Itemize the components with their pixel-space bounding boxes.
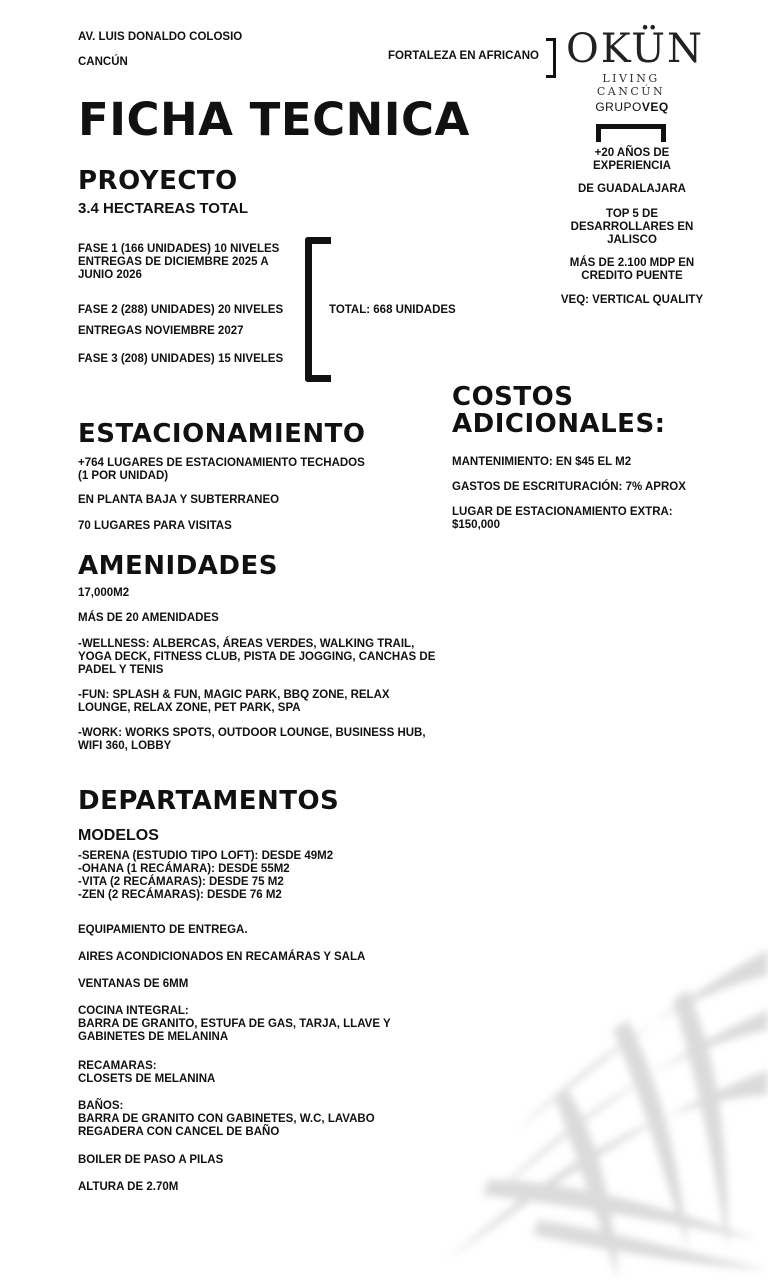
total-units: TOTAL: 668 UNIDADES <box>329 304 456 316</box>
boiler: BOILER DE PASO A PILAS <box>78 1154 224 1166</box>
address-line-1: AV. LUIS DONALDO COLOSIO <box>78 31 243 43</box>
recamaras-desc: CLOSETS DE MELANINA <box>78 1073 216 1085</box>
fact-2: DE GUADALAJARA <box>578 183 686 195</box>
logo-sub: LIVING CANCÚN <box>596 72 666 98</box>
modelos-list <box>78 850 333 902</box>
modelo-vita: -VITA (2 RECÁMARAS): DESDE 75 M2 <box>78 876 284 888</box>
estacionamiento-lugares: +764 LUGARES DE ESTACIONAMIENTO TECHADOS (1 POR UNIDAD) <box>78 457 365 482</box>
brand-label <box>572 100 692 114</box>
cocina-desc: BARRA DE GRANITO, ESTUFA DE GAS, TARJA, LLAVE Y GABINETES DE MELANINA <box>78 1018 391 1043</box>
equipamiento-ventanas: VENTANAS DE 6MM <box>78 978 189 990</box>
fact-4: MÁS DE 2.100 MDP EN CREDITO PUENTE <box>569 257 695 282</box>
cocina-title: COCINA INTEGRAL: <box>78 1005 189 1017</box>
modelo-zen: -ZEN (2 RECÁMARAS): DESDE 76 M2 <box>78 889 282 901</box>
equipamiento-entrega: EQUIPAMIENTO DE ENTREGA. <box>78 924 248 936</box>
proyecto-heading: PROYECTO <box>78 166 238 196</box>
logo <box>566 26 704 98</box>
banos-title: BAÑOS: <box>78 1100 124 1112</box>
amenidades-work: -WORK: WORKS SPOTS, OUTDOOR LOUNGE, BUSINESS HUB, WIFI 360, LOBBY <box>78 727 426 752</box>
costo-mantenimiento: MANTENIMIENTO: EN $45 EL M2 <box>452 456 632 468</box>
modelo-serena: -SERENA (ESTUDIO TIPO LOFT): DESDE 49M2 <box>78 850 334 862</box>
departamentos-heading: DEPARTAMENTOS <box>78 786 340 816</box>
fase-3-line-1: FASE 3 (208) UNIDADES) 15 NIVELES <box>78 353 284 365</box>
costo-estacionamiento: LUGAR DE ESTACIONAMIENTO EXTRA: $150,000 <box>452 506 673 531</box>
fase-1-line-1: FASE 1 (166 UNIDADES) 10 NIVELES <box>78 243 280 255</box>
brand-prefix: GRUPO <box>595 100 642 114</box>
costos-heading <box>452 384 666 438</box>
address-line-2: CANCÚN <box>78 56 128 68</box>
amenidades-fun: -FUN: SPLASH & FUN, MAGIC PARK, BBQ ZONE, RELAX LOUNGE, RELAX ZONE, PET PARK, SPA <box>78 689 390 714</box>
fase-1 <box>78 243 279 282</box>
fact-5: VEQ: VERTICAL QUALITY <box>560 294 704 306</box>
proyecto-subheading: 3.4 HECTAREAS TOTAL <box>78 200 249 217</box>
logo-main: OKÜN <box>566 26 704 72</box>
estacionamiento-visitas: 70 LUGARES PARA VISITAS <box>78 520 232 532</box>
fase-1-line-3: JUNIO 2026 <box>78 269 142 281</box>
estacionamiento-planta: EN PLANTA BAJA Y SUBTERRANEO <box>78 494 280 506</box>
amenidades-area: 17,000M2 <box>78 587 130 599</box>
logo-bracket <box>546 38 556 78</box>
amenidades-wellness: -WELLNESS: ALBERCAS, ÁREAS VERDES, WALKING TRAIL, YOGA DECK, FITNESS CLUB, PISTA DE JOGGING, CANCHAS DE PADEL Y TENIS <box>78 638 436 676</box>
amenidades-heading: AMENIDADES <box>78 551 278 581</box>
brand-suffix: VEQ <box>641 100 669 114</box>
fase-2-line-1: FASE 2 (288) UNIDADES) 20 NIVELES <box>78 304 284 316</box>
recamaras-title: RECAMARAS: <box>78 1060 157 1072</box>
modelos-heading: MODELOS <box>78 827 159 844</box>
cocina-block <box>78 1005 408 1044</box>
fases-bracket <box>305 237 331 382</box>
estacionamiento-heading: ESTACIONAMIENTO <box>78 419 366 449</box>
fact-3: TOP 5 DE DESARROLLARES EN JALISCO <box>570 208 694 246</box>
tagline: FORTALEZA EN AFRICANO <box>388 50 539 62</box>
costo-escrituracion: GASTOS DE ESCRITURACIÓN: 7% APROX <box>452 481 686 493</box>
brand-bracket <box>596 124 666 142</box>
banos-desc-line-2: REGADERA CON CANCEL DE BAÑO <box>78 1126 280 1138</box>
amenidades-count: MÁS DE 20 AMENIDADES <box>78 612 219 624</box>
palm-shadow-decoration <box>428 920 768 1280</box>
fact-1: +20 AÑOS DE EXPERIENCIA <box>593 147 671 172</box>
costos-heading-line-2: ADICIONALES: <box>452 409 666 439</box>
page-title: FICHA TECNICA <box>78 93 470 146</box>
fase-2-line-2: ENTREGAS NOVIEMBRE 2027 <box>78 325 244 337</box>
recamaras-block <box>78 1060 215 1086</box>
altura: ALTURA DE 2.70M <box>78 1181 179 1193</box>
modelo-ohana: -OHANA (1 RECÁMARA): DESDE 55M2 <box>78 863 290 875</box>
banos-desc-line-1: BARRA DE GRANITO CON GABINETES, W.C, LAVABO <box>78 1113 375 1125</box>
costos-heading-line-1: COSTOS <box>452 382 574 412</box>
equipamiento-aires: AIRES ACONDICIONADOS EN RECAMÁRAS Y SALA <box>78 951 366 963</box>
fase-1-line-2: ENTREGAS DE DICIEMBRE 2025 A <box>78 256 269 268</box>
banos-block <box>78 1100 375 1139</box>
